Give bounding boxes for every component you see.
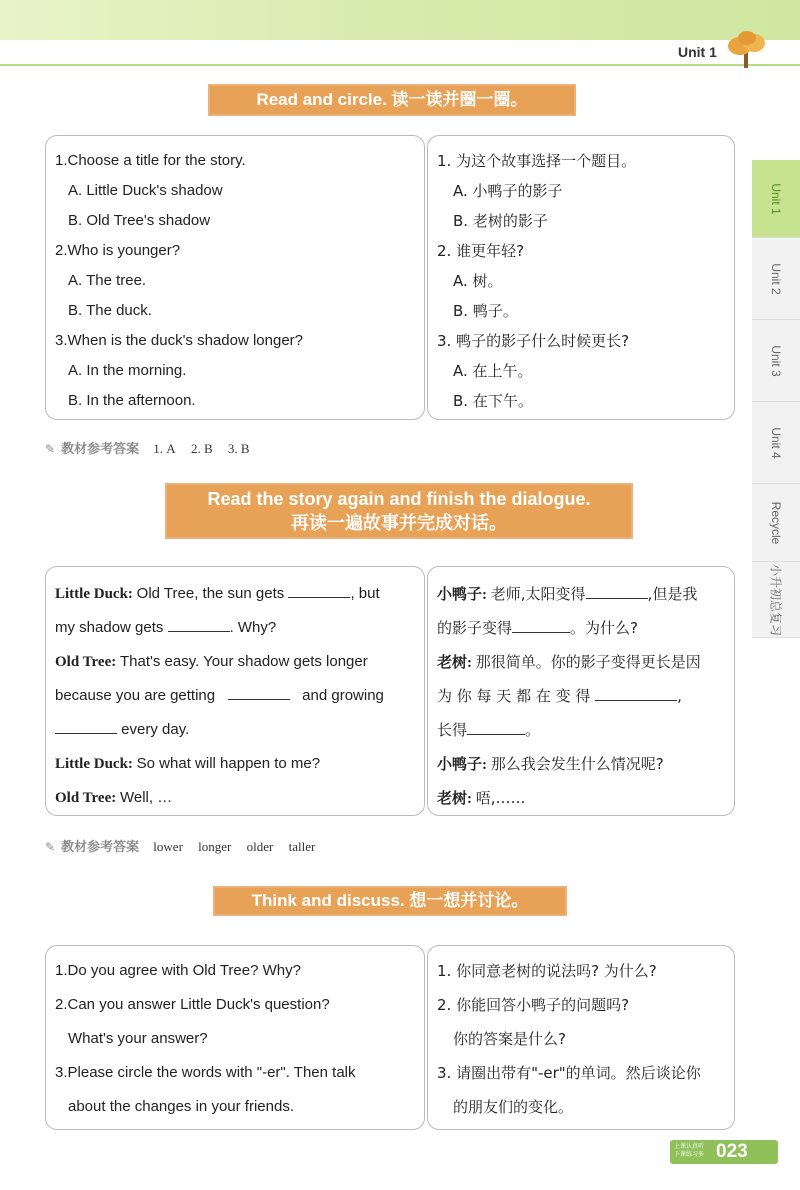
- answer-value: older: [246, 839, 274, 854]
- tab-unit-4[interactable]: Unit 4: [752, 402, 800, 484]
- answer-value: lower: [153, 839, 183, 854]
- option-2a: A. The tree.: [68, 272, 147, 289]
- answer-value: taller: [288, 839, 316, 854]
- option-3b: B. In the afternoon.: [68, 392, 196, 409]
- question-2: 2.Who is younger?: [55, 242, 181, 259]
- speaker-little-duck-cn: 小鸭子: [437, 587, 483, 603]
- question-3-cn: 3. 鸭子的影子什么时候更长?: [437, 332, 630, 350]
- tab-unit-2[interactable]: Unit 2: [752, 238, 800, 320]
- option-2b: B. The duck.: [68, 302, 152, 319]
- tab-recycle[interactable]: Recycle: [752, 484, 800, 562]
- blank-2[interactable]: [168, 617, 230, 632]
- option-3a: A. In the morning.: [68, 362, 187, 379]
- question-2-cn: 2. 谁更年轻?: [437, 242, 525, 260]
- discuss-question-1: 1.Do you agree with Old Tree? Why?: [55, 962, 301, 979]
- discuss-question-3-cn: 3. 请圈出带有"-er"的单词。然后谈论你: [437, 1064, 701, 1082]
- option-1b: B. Old Tree's shadow: [68, 212, 211, 229]
- option-2b-cn: B. 鸭子。: [453, 302, 518, 320]
- page-number-badge: 上课认真听 下课练习多 023: [670, 1140, 778, 1164]
- discuss-box-chinese: [427, 945, 735, 1130]
- section-title-discuss: Think and discuss. 想一想并讨论。: [213, 886, 567, 916]
- discuss-question-3: 3.Please circle the words with "-er". Then talk: [55, 1064, 356, 1081]
- discuss-question-2: 2.Can you answer Little Duck's question?: [55, 996, 330, 1013]
- blank-3-cn[interactable]: [595, 686, 677, 701]
- pencil-icon: ✎: [45, 840, 56, 854]
- blank-1[interactable]: [288, 583, 350, 598]
- option-1a-cn: A. 小鸭子的影子: [453, 182, 563, 200]
- top-band: [0, 0, 800, 40]
- question-1: 1.Choose a title for the story.: [55, 152, 246, 169]
- section-title-dialogue: [165, 483, 633, 539]
- answer-value: 2. B: [190, 441, 213, 456]
- page-number: 023: [716, 1141, 748, 1162]
- dialogue-title-cn: 再读一遍故事并完成对话。: [291, 513, 507, 533]
- discuss-question-3b-cn: 的朋友们的变化。: [453, 1098, 574, 1116]
- option-1b-cn: B. 老树的影子: [453, 212, 548, 230]
- discuss-question-1-cn: 1. 你同意老树的说法吗? 为什么?: [437, 962, 657, 980]
- tab-unit-1[interactable]: Unit 1: [752, 160, 800, 238]
- speaker-old-tree: Old Tree: [55, 654, 112, 670]
- speaker-little-duck: Little Duck: [55, 586, 128, 602]
- option-1a: A. Little Duck's shadow: [68, 182, 223, 199]
- answer-value: 1. A: [153, 441, 176, 456]
- discuss-question-2b: What's your answer?: [68, 1030, 208, 1047]
- blank-4-cn[interactable]: [467, 720, 525, 735]
- option-2a-cn: A. 树。: [453, 272, 503, 290]
- unit-label: Unit 1: [678, 44, 717, 60]
- tab-review[interactable]: 小升初总复习: [752, 562, 800, 638]
- option-3a-cn: A. 在上午。: [453, 362, 533, 380]
- question-3: 3.When is the duck's shadow longer?: [55, 332, 304, 349]
- option-3b-cn: B. 在下午。: [453, 392, 533, 410]
- answer-value: 3. B: [227, 441, 250, 456]
- blank-4[interactable]: [55, 719, 117, 734]
- discuss-question-3b: about the changes in your friends.: [68, 1098, 294, 1115]
- discuss-question-2b-cn: 你的答案是什么?: [453, 1030, 566, 1048]
- dialogue-title-en: Read the story again and finish the dialogue.: [207, 489, 591, 509]
- dialogue-box-chinese: 小鸭子: 老师,太阳变得 ,但是我 的影子变得 。为什么? 老树: 那很简单。你的影子变得更长是因 为 你 每 天 都 在 变 得 , 长得 。 小鸭子: 那么我会发生什么情况呢? 老树: 唔,……: [427, 566, 735, 816]
- quiz-box-chinese: [427, 135, 735, 420]
- question-1-cn: 1. 为这个故事选择一个题目。: [437, 152, 637, 170]
- blank-1-cn[interactable]: [586, 584, 648, 599]
- discuss-question-2-cn: 2. 你能回答小鸭子的问题吗?: [437, 996, 630, 1014]
- speaker-old-tree-cn: 老树: [437, 655, 468, 671]
- quiz-box-english: [45, 135, 425, 420]
- pencil-icon: ✎: [45, 442, 56, 456]
- answer-key-1: ✎ 教材参考答案 1. A 2. B 3. B: [45, 441, 250, 457]
- header-divider: [0, 64, 800, 66]
- dialogue-box-english: Little Duck: Old Tree, the sun gets , but my shadow gets . Why? Old Tree: That's easy. Your shadow gets longer because you are getting and growing every day. Little Duck: So what will happen to me? Old Tree: Well, …: [45, 566, 425, 816]
- answer-key-2: ✎ 教材参考答案 lower longer older taller: [45, 839, 316, 855]
- tree-icon: [722, 30, 770, 70]
- blank-3[interactable]: [228, 685, 290, 700]
- answer-value: longer: [198, 839, 232, 854]
- section-title-read-circle: Read and circle. 读一读并圈一圈。: [208, 84, 576, 116]
- discuss-box-english: [45, 945, 425, 1130]
- blank-2-cn[interactable]: [512, 618, 570, 633]
- tab-unit-3[interactable]: Unit 3: [752, 320, 800, 402]
